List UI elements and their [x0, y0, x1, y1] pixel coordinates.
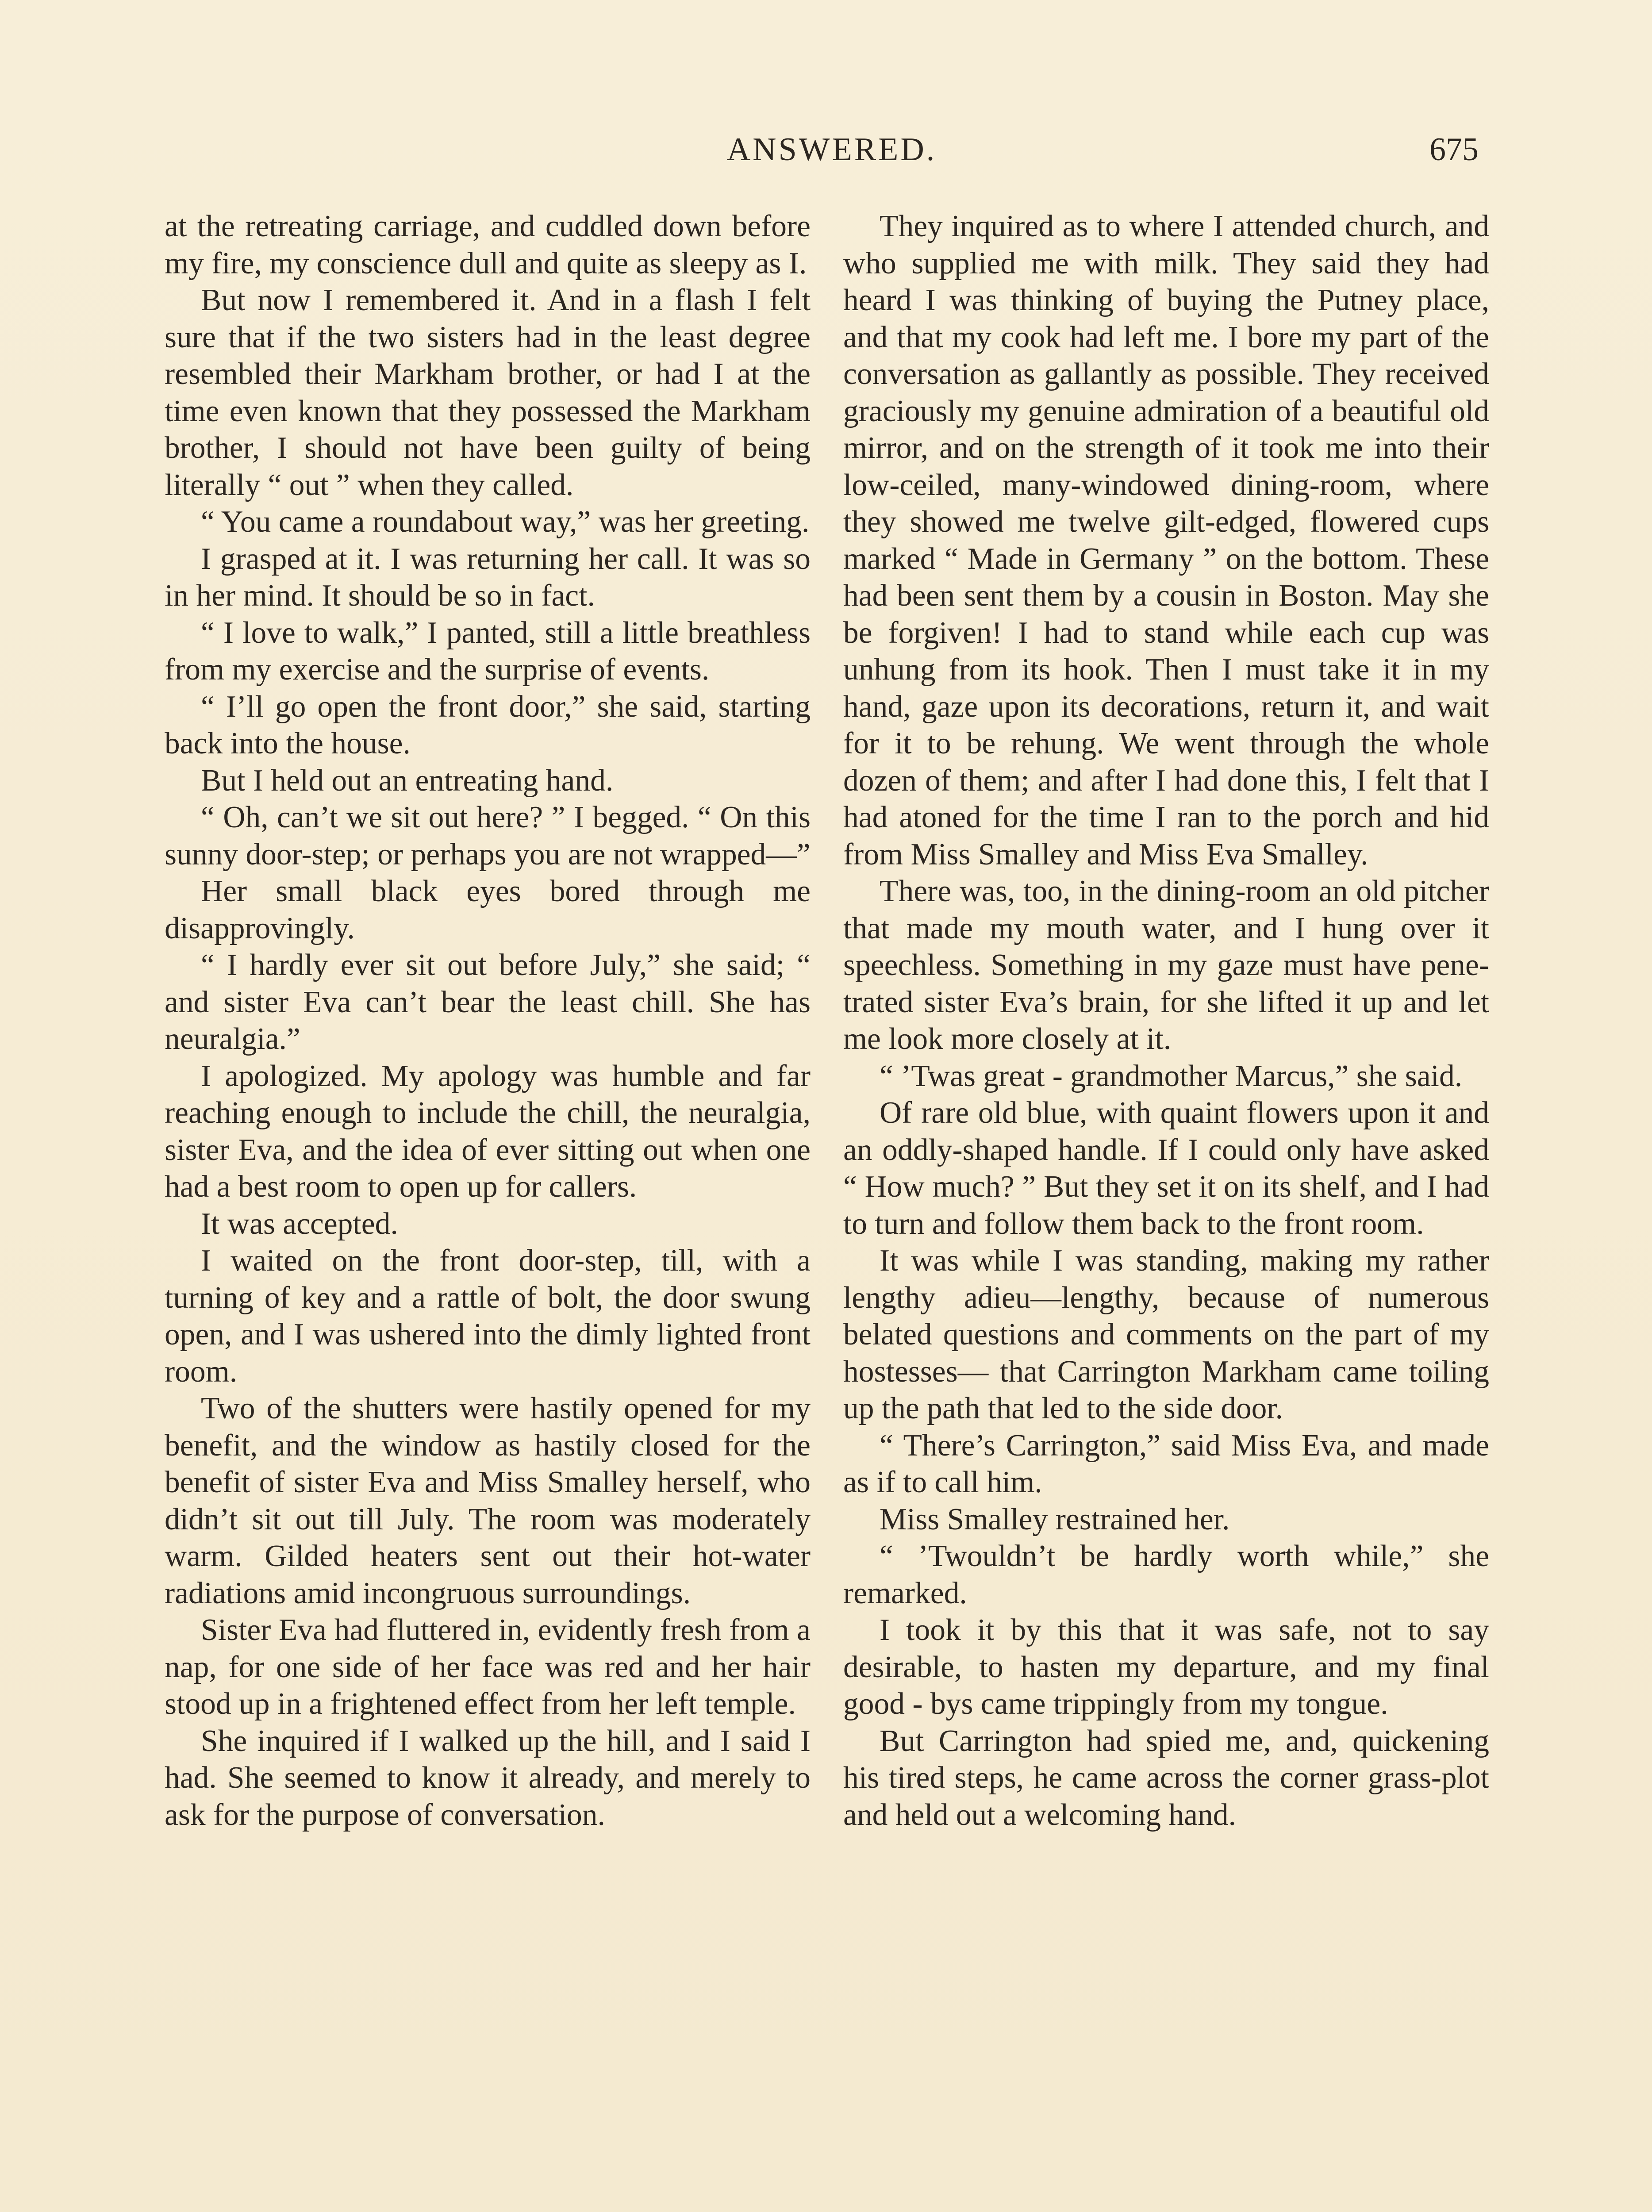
paragraph: “ I hardly ever sit out before July,” she said; “ and sister Eva can’t bear the least chill. She has neuralgia.” — [165, 948, 811, 1056]
paragraph: But I held out an entreating hand. — [201, 763, 614, 798]
paragraph: They inquired as to where I attended church, and who supplied me with milk. They said they had heard I was thinking of buying the Putney place, and that my cook had left me. I bore my part of the conversation as gallantly as possible. They received graciously my genuine admiration of a beautiful old mirror, and on the strength of it took me into their low-ceiled, many-windowed dining-room, where they showed me twelve gilt-edged, flowered cups marked “ Made in Germany ” on the bottom. These had been sent them by a cousin in Boston. May she be forgiven! I had to stand while each cup was unhung from its hook. Then I must take it in my hand, gaze upon its decorations, return it, and wait for it to be rehung. We went through the whole dozen of them; and after I had done this, I felt that I had atoned for the time I ran to the porch and hid from Miss Smalley and Miss Eva Smalley. — [843, 209, 1489, 872]
paragraph: Miss Smalley restrained her. — [880, 1502, 1230, 1536]
paragraph: Of rare old blue, with quaint flowers upon it and an oddly-shaped handle. If I could only have asked “ How much? ” But they set it on its shelf, and I had to turn and follow them back to the front room. — [843, 1096, 1489, 1241]
paragraph: “ You came a roundabout way,” was her greeting. — [201, 505, 810, 539]
paragraph: “ ’Twouldn’t be hardly worth while,” she remarked. — [843, 1539, 1489, 1610]
paragraph: at the retreating carriage, and cuddled down before my fire, my conscience dull and quite as sleepy as I. — [165, 209, 811, 280]
paragraph: I waited on the front door-step, till, with a turning of key and a rattle of bolt, the door swung open, and I was ushered into the dimly lighted front room. — [165, 1244, 811, 1389]
paragraph: I grasped at it. I was returning her call. It was so in her mind. It should be so in fact. — [165, 541, 811, 613]
left-column — [165, 208, 811, 1833]
paragraph: But now I remembered it. And in a flash I felt sure that if the two sisters had in the least degree resembled their Markham brother, or had I at the time even known that they possessed the Markham brother, I should not have been guilty of being literally “ out ” when they called. — [165, 283, 811, 502]
paragraph: “ Oh, can’t we sit out here? ” I begged. “ On this sunny door-step; or perhaps you are not wrapped—” — [165, 800, 811, 872]
paragraph: “ ’Twas great - grandmother Marcus,” she said. — [880, 1059, 1463, 1093]
paragraph: “ I’ll go open the front door,” she said, starting back into the house. — [165, 689, 811, 760]
paragraph: Sister Eva had fluttered in, evidently fresh from a nap, for one side of her face was red and her hair stood up in a frightened effect from her left temple. — [165, 1613, 811, 1721]
paragraph: “ There’s Carrington,” said Miss Eva, and made as if to call him. — [843, 1428, 1489, 1499]
paragraph: There was, too, in the dining-room an old pitcher that made my mouth water, and I hung over it speechless. Something in my gaze must have penetrated sister Eva’s brain, for she lifted it up and let me look more closely at it. — [843, 874, 1489, 1056]
paragraph: Her small black eyes bored through me disapprovingly. — [165, 874, 811, 945]
paragraph: I took it by this that it was safe, not to say desirable, to hasten my departure, and my final good - bys came trippingly from my tongue. — [843, 1613, 1489, 1721]
paragraph: Two of the shutters were hastily opened for my benefit, and the window as hastily closed for the benefit of sister Eva and Miss Smalley herself, who didn’t sit out till July. The room was moderately warm. Gilded heaters sent out their hot-water radiations amid incongruous surroundings. — [165, 1391, 811, 1610]
right-column — [843, 208, 1489, 1833]
paragraph: She inquired if I walked up the hill, and I said I had. She seemed to know it already, and merely to ask for the purpose of conversation. — [165, 1724, 811, 1832]
paragraph: “ I love to walk,” I panted, still a little breathless from my exercise and the surprise of events. — [165, 615, 811, 687]
paragraph: I apologized. My apology was humble and far reaching enough to include the chill, the neuralgia, sister Eva, and the idea of ever sitting out when one had a best room to open up for callers. — [165, 1059, 811, 1204]
page-number: 675 — [1429, 131, 1479, 168]
running-title: ANSWERED. — [726, 131, 937, 168]
paragraph: It was accepted. — [201, 1206, 398, 1241]
paragraph: It was while I was standing, making my rather lengthy adieu—lengthy, because of numerous belated questions and comments on the part of my hostesses— that Carrington Markham came toiling up the path that led to the side door. — [843, 1244, 1489, 1425]
paragraph: But Carrington had spied me, and, quickening his tired steps, he came across the corner grass-plot and held out a welcoming hand. — [843, 1724, 1489, 1832]
